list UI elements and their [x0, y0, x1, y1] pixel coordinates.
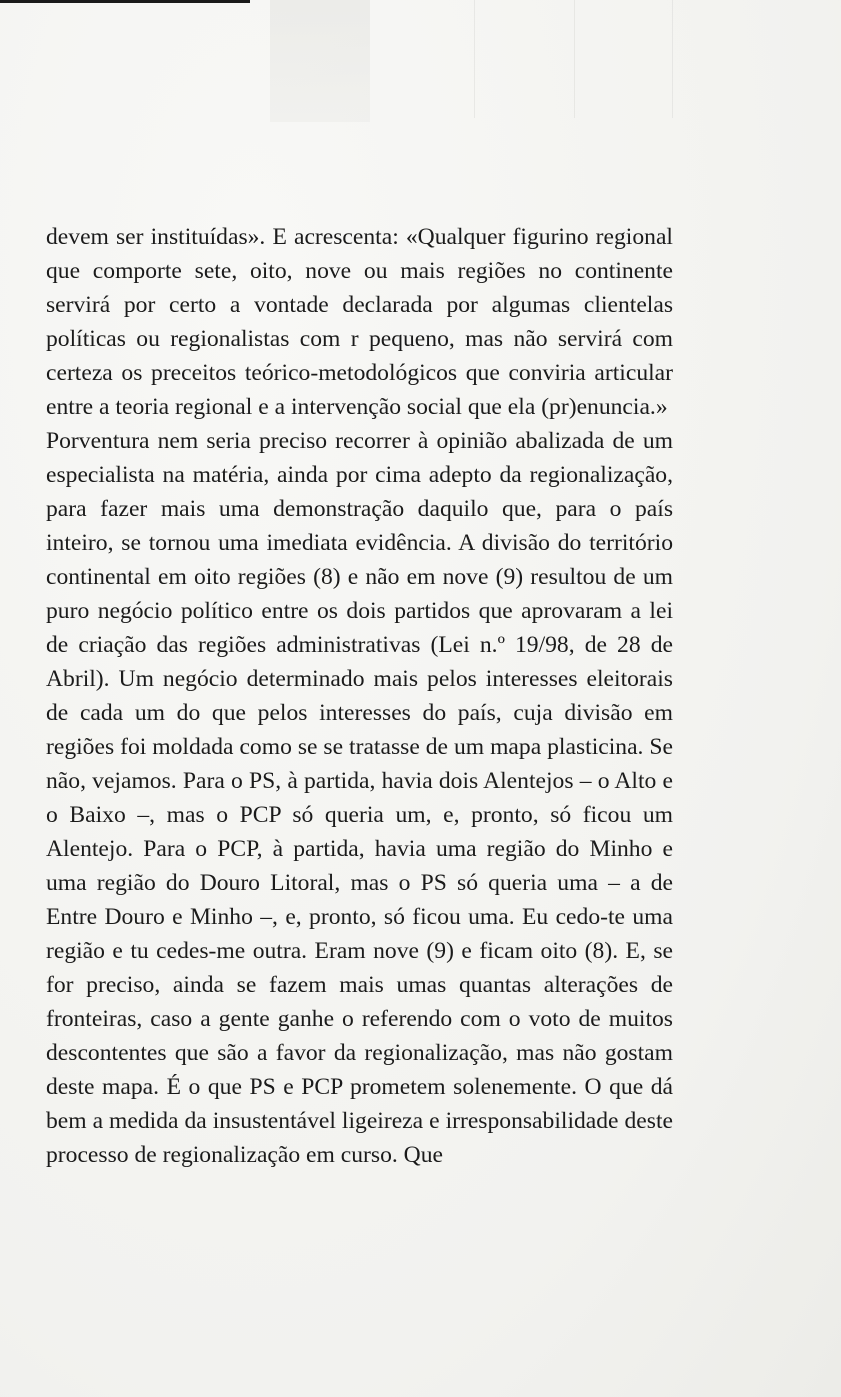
show-through-block — [270, 0, 370, 122]
show-through-line — [574, 0, 575, 118]
show-through-line — [474, 0, 475, 118]
show-through-background — [0, 0, 841, 190]
show-through-line — [672, 0, 673, 118]
paragraph: Porventura nem seria preciso recorrer à opinião abalizada de um especialista na matéria, ainda por cima adepto da regionalização, para fazer mais uma demonstração daquilo que, para o país inteiro, se tornou uma imediata evidência. A divisão do território continental em oito regiões (8) e não em nove (9) resultou de um puro negócio político entre os dois partidos que aprovaram a lei de criação das regiões administrativas (Lei n.º 19/98, de 28 de Abril). Um negócio determinado mais pelos interesses eleitorais de cada um do que pelos interesses do país, cuja divisão em regiões foi moldada como se se tratasse de um mapa plasticina. Se não, vejamos. Para o PS, à partida, havia dois Alentejos – o Alto e o Baixo –, mas o PCP só queria um, e, pronto, só ficou um Alentejo. Para o PCP, à partida, havia uma região do Minho e uma região do Douro Litoral, mas o PS só queria uma – a de Entre Douro e Minho –, e, pronto, só ficou uma. Eu cedo-te uma região e tu cedes-me outra. Eram nove (9) e ficam oito (8). E, se for preciso, ainda se fazem mais umas quantas alterações de fronteiras, caso a gente ganhe o referendo com o voto de muitos descontentes que são a favor da regionalização, mas não gostam deste mapa. É o que PS e PCP prometem solenemente. O que dá bem a medida da insustentável ligeireza e irresponsabilidade deste processo de regionalização em curso. Que — [46, 428, 673, 1168]
paragraph: devem ser instituídas». E acrescenta: «Qualquer figurino regional que comporte sete, oito, nove ou mais regiões no continente servirá por certo a vontade declarada por algumas clientelas políticas ou regionalistas com r pequeno, mas não servirá com certeza os preceitos teórico-metodológicos que conviria articular entre a teoria regional e a intervenção social que ela (pr)enuncia.» — [46, 224, 673, 420]
body-text — [46, 220, 673, 1172]
